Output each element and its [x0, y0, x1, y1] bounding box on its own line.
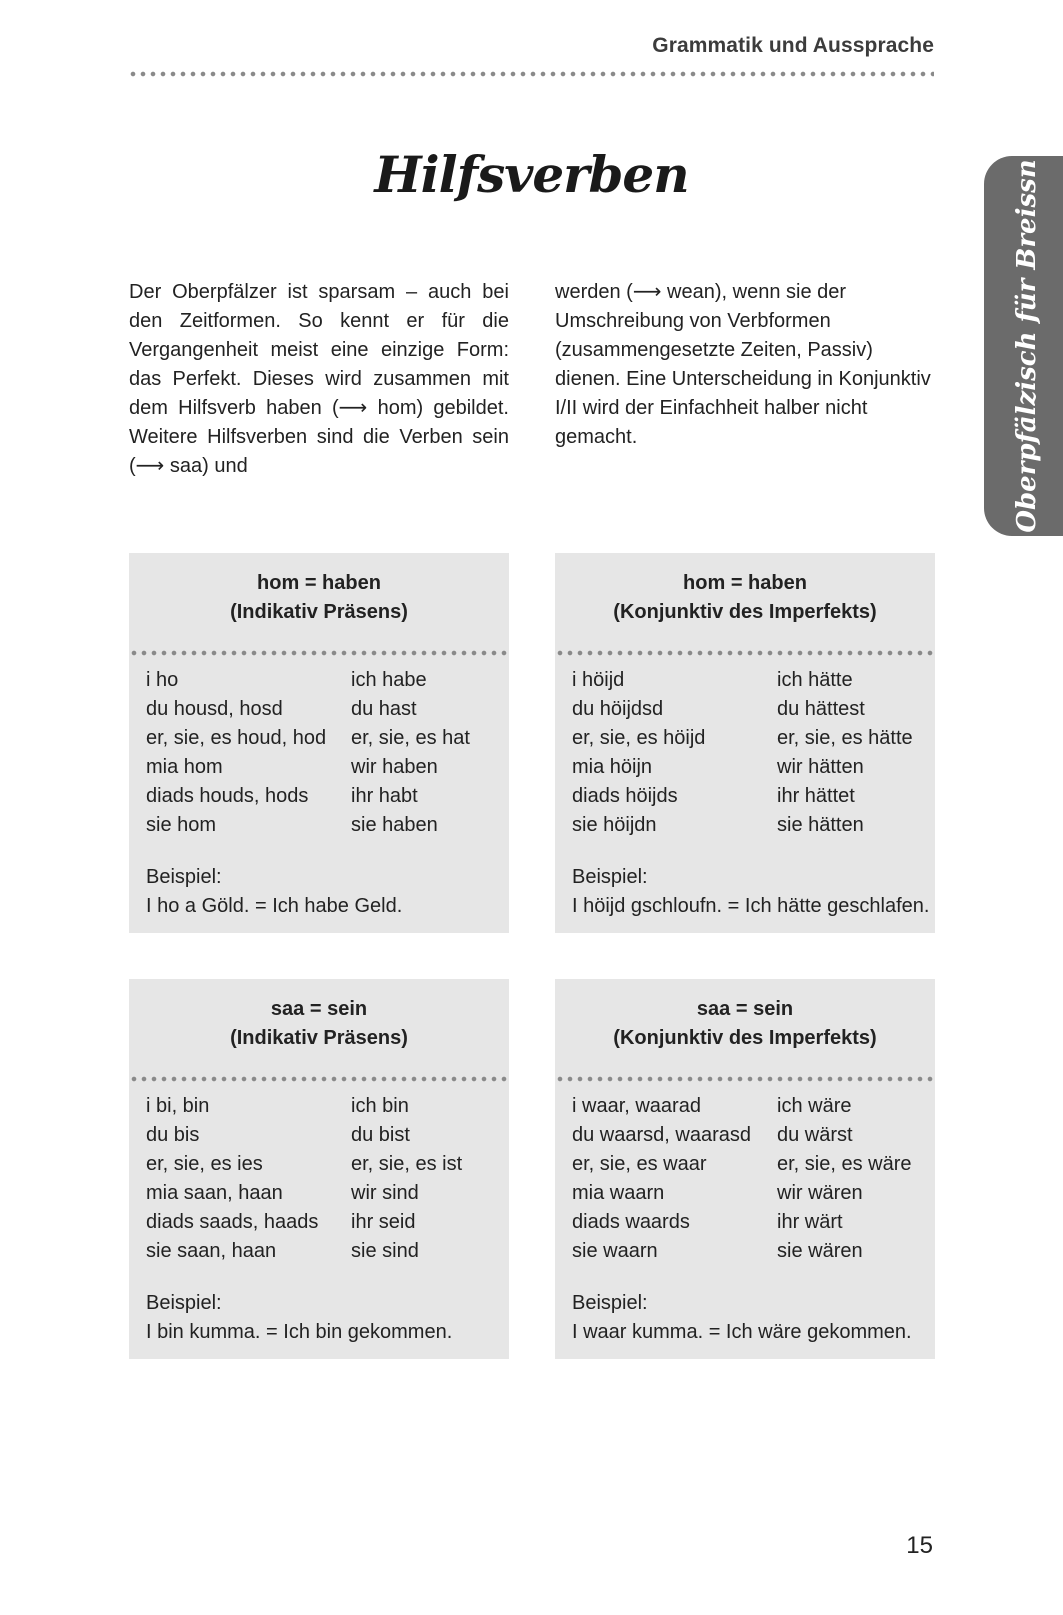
box-heading: hom = haben: [257, 572, 381, 594]
side-tab-label: Oberpfälzisch für Breissn: [1012, 159, 1042, 533]
standard-form: ihr seid: [351, 1211, 416, 1233]
conjugation-table: [146, 1092, 496, 1266]
standard-form: er, sie, es ist: [351, 1153, 463, 1175]
example-sentence: I ho a Göld. = Ich habe Geld.: [146, 895, 403, 917]
standard-form: wir hätten: [777, 756, 864, 778]
dialect-form: er, sie, es höijd: [572, 727, 706, 749]
table-row: [146, 782, 496, 811]
table-row: [572, 782, 922, 811]
box-title: [555, 569, 935, 627]
table-row: [572, 1150, 922, 1179]
standard-form: ich hätte: [777, 669, 853, 691]
standard-form: er, sie, es hat: [351, 727, 470, 749]
box-title: [129, 569, 509, 627]
example-sentence: I bin kumma. = Ich bin gekommen.: [146, 1321, 453, 1343]
table-row: [572, 724, 922, 753]
dialect-form: er, sie, es waar: [572, 1153, 707, 1175]
dialect-form: sie saan, haan: [146, 1240, 277, 1262]
header-dotted-rule: [128, 71, 934, 77]
standard-form: ihr habt: [351, 785, 418, 807]
table-row: [572, 753, 922, 782]
table-row: [572, 1092, 922, 1121]
example-label: Beispiel:: [572, 1292, 648, 1314]
dialect-form: i waar, waarad: [572, 1095, 701, 1117]
example-label: Beispiel:: [146, 866, 222, 888]
box-dotted-rule: [555, 650, 935, 656]
intro-paragraph-left: Der Oberpfälzer ist sparsam – auch bei den Zeitformen. So kennt er für die Vergangenheit meist eine einzige Form: das Perfekt. Dieses wird zusammen mit dem Hilfsverb haben (⟶ hom) gebildet. Weitere Hilfsverben sind die Verben sein (⟶ saa) und: [129, 281, 509, 477]
example-label: Beispiel:: [146, 1292, 222, 1314]
table-row: [146, 1121, 496, 1150]
dialect-form: diads saads, haads: [146, 1211, 319, 1233]
table-row: [572, 1237, 922, 1266]
box-dotted-rule: [129, 650, 509, 656]
dialect-form: i bi, bin: [146, 1095, 210, 1117]
standard-form: er, sie, es wäre: [777, 1153, 912, 1175]
table-row: [146, 1150, 496, 1179]
standard-form: ich wäre: [777, 1095, 852, 1117]
dialect-form: er, sie, es houd, hod: [146, 727, 327, 749]
table-row: [572, 695, 922, 724]
standard-form: ich habe: [351, 669, 427, 691]
page-number: 15: [906, 1532, 933, 1559]
standard-form: ich bin: [351, 1095, 409, 1117]
conjugation-box-hom-indikativ: [129, 553, 509, 933]
table-row: [146, 1179, 496, 1208]
running-header: Grammatik und Aussprache: [652, 34, 934, 57]
dialect-form: diads höijds: [572, 785, 678, 807]
dialect-form: du housd, hosd: [146, 698, 283, 720]
table-row: [146, 724, 496, 753]
table-row: [572, 1179, 922, 1208]
box-dotted-rule: [129, 1076, 509, 1082]
box-heading: hom = haben: [683, 572, 807, 594]
conjugation-table: [146, 666, 496, 840]
box-title: [129, 995, 509, 1053]
conjugation-box-saa-konjunktiv: [555, 979, 935, 1359]
table-row: [572, 666, 922, 695]
conjugation-table: [572, 1092, 922, 1266]
standard-form: sie hätten: [777, 814, 864, 836]
dialect-form: i ho: [146, 669, 179, 691]
standard-form: du wärst: [777, 1124, 853, 1146]
standard-form: wir haben: [351, 756, 438, 778]
dialect-form: mia höijn: [572, 756, 653, 778]
box-title: [555, 995, 935, 1053]
intro-paragraph-right: werden (⟶ wean), wenn sie der Umschreibung von Verbformen (zusammengesetzte Zeiten, Passiv) dienen. Eine Unterscheidung in Konjunktiv I/II wird der Einfachheit halber nicht gemacht.: [555, 281, 931, 448]
dialect-form: mia saan, haan: [146, 1182, 283, 1204]
table-row: [146, 1208, 496, 1237]
table-row: [572, 1208, 922, 1237]
box-heading: saa = sein: [270, 998, 368, 1020]
dialect-form: sie hom: [146, 814, 217, 836]
standard-form: du hättest: [777, 698, 865, 720]
conjugation-box-saa-indikativ: [129, 979, 509, 1359]
conjugation-table: [572, 666, 922, 840]
standard-form: sie haben: [351, 814, 438, 836]
standard-form: ihr hättet: [777, 785, 855, 807]
box-subheading: (Konjunktiv des Imperfekts): [613, 1027, 877, 1049]
table-row: [572, 1121, 922, 1150]
box-dotted-rule: [555, 1076, 935, 1082]
standard-form: wir wären: [777, 1182, 863, 1204]
table-row: [146, 753, 496, 782]
standard-form: sie sind: [351, 1240, 419, 1262]
dialect-form: mia hom: [146, 756, 223, 778]
table-row: [146, 695, 496, 724]
dialect-form: i höijd: [572, 669, 625, 691]
example-sentence: I höijd gschloufn. = Ich hätte geschlafen.: [572, 895, 930, 917]
box-subheading: (Konjunktiv des Imperfekts): [613, 601, 877, 623]
dialect-form: du bis: [146, 1124, 200, 1146]
dialect-form: sie waarn: [572, 1240, 658, 1262]
dialect-form: er, sie, es ies: [146, 1153, 263, 1175]
standard-form: sie wären: [777, 1240, 863, 1262]
dialect-form: mia waarn: [572, 1182, 665, 1204]
table-row: [572, 811, 922, 840]
dialect-form: diads houds, hods: [146, 785, 309, 807]
standard-form: ihr wärt: [777, 1211, 843, 1233]
table-row: [146, 1092, 496, 1121]
example-sentence: I waar kumma. = Ich wäre gekommen.: [572, 1321, 912, 1343]
standard-form: er, sie, es hätte: [777, 727, 913, 749]
example-label: Beispiel:: [572, 866, 648, 888]
dialect-form: du höijdsd: [572, 698, 664, 720]
standard-form: du bist: [351, 1124, 410, 1146]
table-row: [146, 1237, 496, 1266]
box-heading: saa = sein: [696, 998, 794, 1020]
dialect-form: sie höijdn: [572, 814, 657, 836]
standard-form: wir sind: [351, 1182, 419, 1204]
standard-form: du hast: [351, 698, 417, 720]
page-title: Hilfsverben: [374, 145, 689, 204]
box-subheading: (Indikativ Präsens): [230, 601, 408, 623]
dialect-form: diads waards: [572, 1211, 690, 1233]
conjugation-box-hom-konjunktiv: [555, 553, 935, 933]
box-subheading: (Indikativ Präsens): [230, 1027, 408, 1049]
table-row: [146, 811, 496, 840]
table-row: [146, 666, 496, 695]
dialect-form: du waarsd, waarasd: [572, 1124, 751, 1146]
